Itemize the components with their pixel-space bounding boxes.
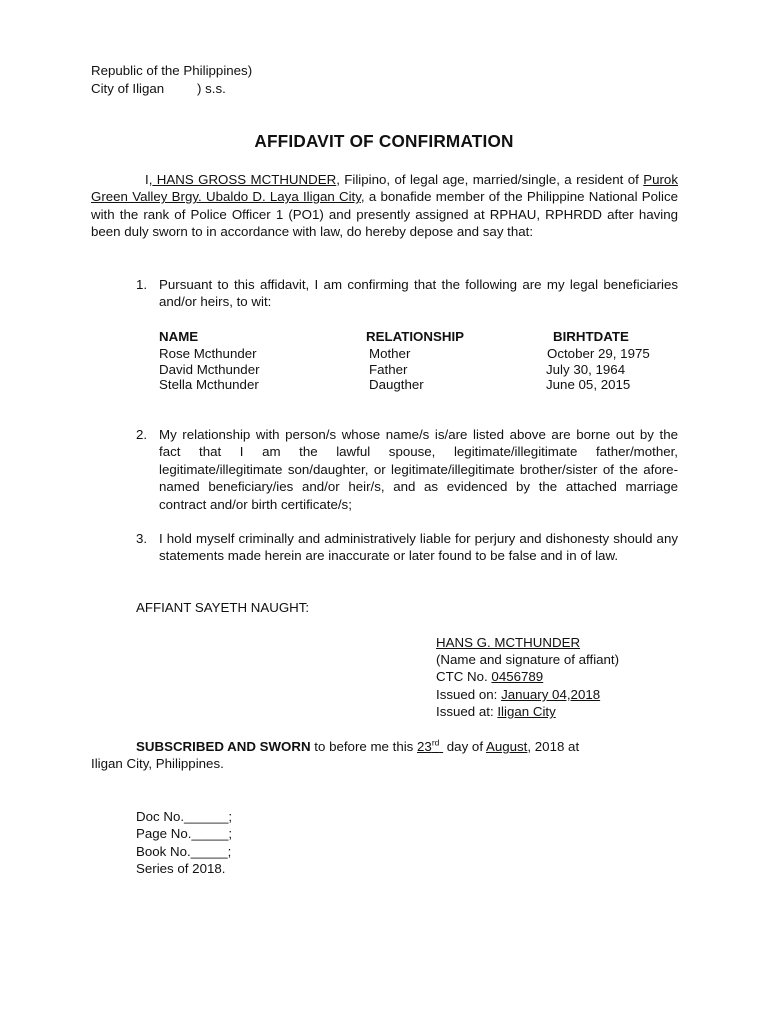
table-header-birthdate: BIRHTDATE — [553, 329, 629, 344]
jurat-text: , 2018 at — [527, 739, 580, 754]
jurat-text: day of — [443, 739, 486, 754]
issued-on — [436, 686, 600, 703]
header-city — [91, 80, 226, 97]
item-3-number: 3. — [136, 531, 148, 546]
intro-text: , Filipino, of legal age, married/single, a resident of — [336, 172, 644, 187]
ctc-number — [436, 668, 543, 685]
jurat-month: August — [485, 739, 528, 754]
doc-no: Doc No.______; — [136, 809, 233, 824]
jurat-subscribed: SUBSCRIBED AND SWORN — [136, 739, 311, 754]
table-cell-relationship: Daugther — [369, 377, 424, 392]
item-3-text: I hold myself criminally and administratively liable for perjury and dishonesty should any statements made herein are inaccurate or later found to be false and in of law. — [159, 531, 678, 564]
page-no: Page No._____; — [136, 826, 233, 841]
document-title: AFFIDAVIT OF CONFIRMATION — [254, 131, 514, 151]
table-cell-name: Rose Mcthunder — [159, 346, 257, 361]
affiant-address: Purok Green Valley Brgy. Ubaldo D. Laya Iligan City — [91, 172, 678, 205]
signature-caption: (Name and signature of affiant) — [436, 652, 620, 667]
jurat-line-1 — [136, 738, 579, 755]
table-header-relationship: RELATIONSHIP — [366, 329, 465, 344]
header-ss: ) s.s. — [197, 81, 226, 96]
table-cell-relationship: Father — [369, 362, 408, 377]
intro-text: I, — [145, 172, 153, 187]
ctc-label: CTC No. — [436, 669, 492, 684]
issued-on-label: Issued on: — [436, 687, 502, 702]
jurat-text: to before me this — [310, 739, 418, 754]
header-city-name: City of Iligan — [91, 81, 165, 96]
table-cell-name: Stella Mcthunder — [159, 377, 259, 392]
item-2-text: My relationship with person/s whose name/s is/are listed above are borne out by the fact that I am the lawful spouse, legitimate/illegitimate father/mother, legitimate/illegitimate son/daughter, or legitimate/illegitimate brother/sister of the afore-named beneficiary/ies and/or heir/s, and as evidenced by the attached marriage contract and/or birth certificate/s; — [159, 427, 678, 512]
item-1-number: 1. — [136, 277, 148, 292]
issued-at-value: Iligan City — [497, 704, 556, 719]
intro-text: , a bonafide member of the Philippine National Police with the rank of Police Officer 1 (PO1) and presently assigned at RPHAU, RPHRDD after having been duly sworn to in accordance with law, do hereby depose and say that: — [91, 189, 678, 240]
ctc-value: 0456789 — [491, 669, 544, 684]
affiant-name: HANS GROSS MCTHUNDER — [152, 172, 337, 187]
table-cell-relationship: Mother — [369, 346, 411, 361]
intro-paragraph — [91, 171, 678, 241]
table-cell-birthdate: July 30, 1964 — [546, 362, 626, 377]
table-cell-name: David Mcthunder — [159, 362, 260, 377]
header-republic: Republic of the Philippines) — [91, 63, 253, 78]
item-2-number: 2. — [136, 427, 148, 442]
signature-name: HANS G. MCTHUNDER — [436, 635, 581, 650]
issued-on-value: January 04,2018 — [501, 687, 601, 702]
series: Series of 2018. — [136, 861, 226, 876]
issued-at — [436, 703, 556, 720]
jurat-day — [417, 739, 443, 754]
item-1-text: Pursuant to this affidavit, I am confirming that the following are my legal beneficiaries and/or heirs, to wit: — [159, 277, 678, 310]
affiant-sayeth: AFFIANT SAYETH NAUGHT: — [136, 600, 310, 615]
jurat-line-2: Iligan City, Philippines. — [91, 756, 224, 771]
table-cell-birthdate: October 29, 1975 — [547, 346, 650, 361]
jurat-day-number: 23 — [417, 739, 432, 754]
table-header-name: NAME — [159, 329, 199, 344]
book-no: Book No._____; — [136, 844, 232, 859]
table-cell-birthdate: June 05, 2015 — [546, 377, 631, 392]
issued-at-label: Issued at: — [436, 704, 498, 719]
jurat-day-suffix: rd — [431, 737, 440, 748]
